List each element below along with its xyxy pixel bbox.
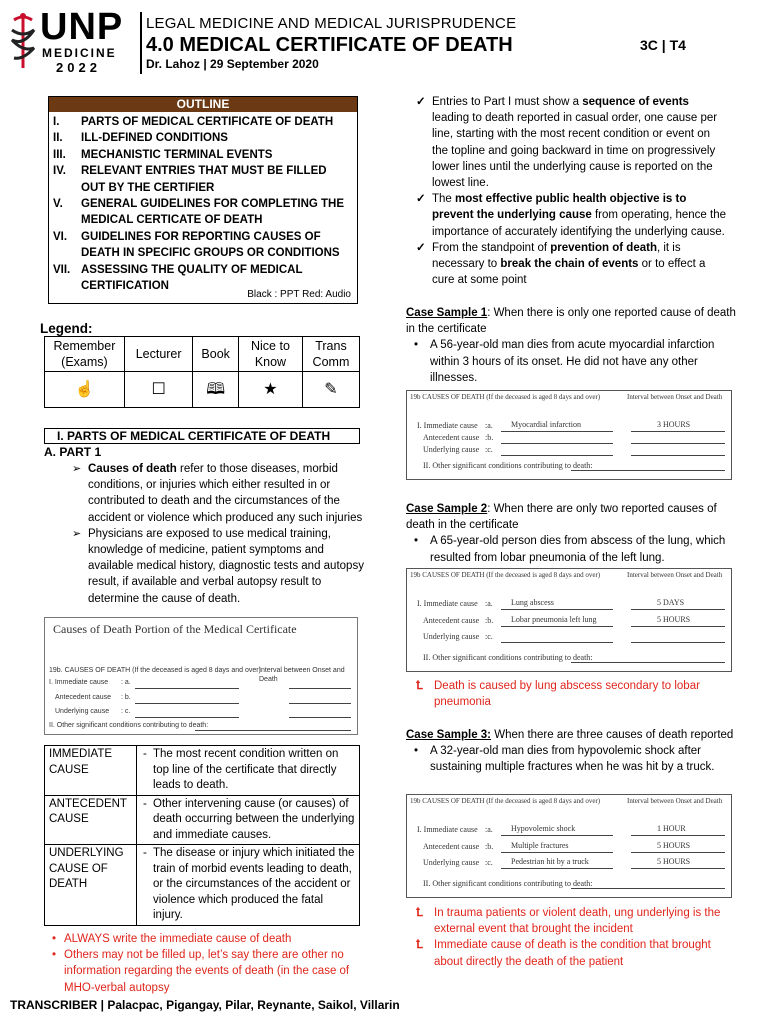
certificate-line bbox=[631, 642, 725, 643]
certificate-cause-entry: Pedestrian hit by a truck bbox=[511, 857, 589, 867]
definition-text: - Other intervening cause (or causes) of death occurring between the underlying and immediate causes. bbox=[137, 795, 360, 845]
certificate-line bbox=[631, 626, 725, 627]
certificate-line bbox=[289, 717, 351, 718]
section-code: 3C | T4 bbox=[640, 37, 686, 53]
outline-item: V. GENERAL GUIDELINES FOR COMPLETING THE MEDICAL CERTICATE OF DEATH bbox=[53, 198, 345, 227]
certificate-header-right: Interval between Onset and Death bbox=[627, 797, 723, 805]
check-item: ✓ Entries to Part I must show a sequence of events leading to death reported in casual order, one cause per line, starting with the most recent condition or event on the topline and going backward in time on progressively lower lines until the underlying cause is reported on the lowest line. bbox=[416, 94, 726, 191]
certificate-other-conditions: II. Other significant conditions contributing to death: bbox=[423, 461, 593, 470]
certificate-header-right: Interval between Onset and Death bbox=[627, 571, 723, 579]
audio-note: Ꝉ Immediate cause of death is the condition that brought about directly the death of the patient bbox=[406, 937, 736, 969]
outline-box bbox=[48, 96, 358, 304]
star-icon: ★ bbox=[239, 372, 303, 408]
definition-text: - The disease or injury which initiated the train of morbid events leading to death, or the circumstances of the accident or violence which produced the fatal injury. bbox=[137, 845, 360, 926]
square-icon: ☐ bbox=[124, 372, 192, 408]
case-description: • A 56-year-old man dies from acute myocardial infarction within 3 hours of its onset. He did not have any other illnesses. bbox=[412, 337, 736, 386]
certificate-line bbox=[571, 888, 725, 889]
certificate-row-marker: :c. bbox=[485, 445, 493, 454]
certificate-row-label: Antecedent cause bbox=[423, 433, 480, 442]
certificate-header-left: 19b CAUSES OF DEATH (If the deceased is aged 8 days and over) bbox=[410, 797, 601, 805]
part-heading: A. PART 1 bbox=[44, 445, 102, 459]
hand-point-icon: ☝ bbox=[45, 372, 125, 408]
logo-sub-text: MEDICINE bbox=[42, 46, 117, 60]
certificate-header-left: 19b. CAUSES OF DEATH (If the deceased is aged 8 days and over) bbox=[49, 667, 261, 674]
certificate-line bbox=[501, 626, 613, 627]
certificate-row-marker: :a. bbox=[485, 599, 493, 608]
case-sample-1 bbox=[406, 305, 736, 386]
certificate-row-marker: :b. bbox=[485, 841, 494, 851]
book-icon: 🕮 bbox=[193, 372, 239, 408]
certificate-row-label: Underlying cause bbox=[55, 708, 110, 715]
bullet-item: ➢ Physicians are exposed to use medical training, knowledge of medicine, patient symptoms and available medical history, diagnostic tests and autopsy result, if available and verbal autopsy result to determine the cause of death. bbox=[72, 526, 364, 607]
certificate-row-label: Underlying cause bbox=[423, 858, 480, 868]
certificate-header-left: 19b CAUSES OF DEATH (If the deceased is aged 8 days and over) bbox=[410, 571, 601, 579]
certificate-line bbox=[631, 852, 725, 853]
definition-term: UNDERLYING CAUSE OF DEATH bbox=[45, 845, 137, 926]
outline-item: VII. ASSESSING THE QUALITY OF MEDICAL CERTIFICATION bbox=[53, 263, 303, 293]
part1-bullets bbox=[72, 461, 364, 607]
certificate-header-right: Interval between Onset and Death bbox=[259, 667, 345, 684]
certificate-line bbox=[631, 443, 725, 444]
certificate-interval-entry: 5 HOURS bbox=[657, 614, 691, 624]
certificate-row-label: Antecedent cause bbox=[55, 694, 112, 701]
page-title: 4.0 MEDICAL CERTIFICATE OF DEATH bbox=[146, 34, 513, 56]
certificate-line bbox=[501, 443, 613, 444]
certificate-interval-entry: 5 DAYS bbox=[657, 598, 685, 607]
certificate-line bbox=[631, 835, 725, 836]
certificate-other-conditions: II. Other significant conditions contributing to death: bbox=[423, 653, 593, 662]
outline-footnote: Black : PPT Red: Audio bbox=[247, 289, 351, 300]
certificate-line bbox=[631, 609, 725, 610]
certificate-row-marker: : c. bbox=[121, 708, 131, 715]
transcriber-footer: TRANSCRIBER | Palacpac, Pigangay, Pilar, Reynante, Saikol, Villarin bbox=[10, 998, 400, 1012]
certificate-row-label: I. Immediate cause bbox=[417, 599, 478, 608]
legend-header: Lecturer bbox=[124, 337, 192, 372]
outline-item: III. MECHANISTIC TERMINAL EVENTS bbox=[53, 148, 273, 161]
outline-item: II. ILL-DEFINED CONDITIONS bbox=[53, 132, 228, 145]
certificate-header-right: Interval between Onset and Death bbox=[627, 393, 723, 401]
certificate-row-label: I. Immediate cause bbox=[417, 421, 478, 430]
outline-item: IV. RELEVANT ENTRIES THAT MUST BE FILLED OUT BY THE CERTIFIER bbox=[53, 165, 327, 194]
certificate-row-marker: : b. bbox=[121, 694, 131, 701]
header bbox=[0, 0, 768, 80]
certificate-line bbox=[289, 703, 351, 704]
case2-notes bbox=[406, 678, 736, 710]
certificate-figure bbox=[44, 617, 358, 735]
case-description: • A 65-year-old person dies from abscess of the lung, which resulted from lobar pneumonia of the left lung. bbox=[412, 533, 736, 565]
certificate-title: Causes of Death Portion of the Medical Certificate bbox=[53, 622, 297, 636]
case-description: • A 32-year-old man dies from hypovolemic shock after sustaining multiple fractures when he was hit by a truck. bbox=[412, 743, 736, 775]
table-row bbox=[45, 746, 360, 796]
lecturer-date: Dr. Lahoz | 29 September 2020 bbox=[146, 57, 319, 71]
outline-item: I. PARTS OF MEDICAL CERTIFICATE OF DEATH bbox=[53, 116, 334, 128]
certificate-interval-entry: 5 HOURS bbox=[657, 857, 691, 867]
certificate-interval-entry: 1 HOUR bbox=[657, 824, 686, 833]
definition-term: ANTECEDENT CAUSE bbox=[45, 795, 137, 845]
case3-notes bbox=[406, 905, 736, 970]
certificate-line bbox=[289, 688, 351, 689]
legend-header: Remember (Exams) bbox=[45, 337, 125, 372]
certificate-row-marker: :a. bbox=[485, 421, 493, 430]
logo-main-text: UNP bbox=[40, 6, 124, 48]
certificate-line bbox=[501, 835, 613, 836]
definitions-table bbox=[44, 745, 360, 926]
certificate-line bbox=[631, 431, 725, 432]
legend-header: Nice to Know bbox=[239, 337, 303, 372]
certificate-header-left: 19b CAUSES OF DEATH (If the deceased is aged 8 days and over) bbox=[410, 393, 601, 401]
certificate-line bbox=[631, 455, 725, 456]
audio-note: • Others may not be filled up, let’s say there are other no information regarding the events of death (in the case of MHO-verbal autopsy bbox=[52, 947, 364, 996]
certificate-row-marker: :c. bbox=[485, 632, 493, 642]
certificate-line bbox=[571, 470, 725, 471]
certificate-cause-entry: Lobar pneumonia left lung bbox=[511, 614, 597, 624]
certificate-line bbox=[135, 703, 239, 704]
case-heading: Case Sample 1: When there is only one reported cause of death in the certificate bbox=[406, 307, 736, 336]
course-title: LEGAL MEDICINE AND MEDICAL JURISPRUDENCE bbox=[146, 15, 517, 32]
case-sample-2 bbox=[406, 501, 736, 566]
certificate-interval-entry: 5 HOURS bbox=[657, 840, 691, 850]
legend-header: Book bbox=[193, 337, 239, 372]
case-sample-3 bbox=[406, 727, 736, 776]
certificate-other-conditions: II. Other significant conditions contributing to death: bbox=[49, 722, 209, 729]
certificate-row-marker: : a. bbox=[121, 679, 131, 686]
unp-medicine-logo bbox=[6, 8, 134, 74]
certificate-row-label: Antecedent cause bbox=[423, 615, 480, 625]
legend-title: Legend: bbox=[40, 321, 93, 336]
caduceus-icon bbox=[6, 12, 40, 70]
certificate-line bbox=[501, 868, 613, 869]
certificate-cause-entry: Hypovolemic shock bbox=[511, 824, 576, 833]
certificate-row-label: Antecedent cause bbox=[423, 841, 480, 851]
outline-item: VI. GUIDELINES FOR REPORTING CAUSES OF DEATH IN SPECIFIC GROUPS OR CONDITIONS bbox=[53, 230, 340, 260]
certificate-line bbox=[571, 662, 725, 663]
certificate-row-marker: :b. bbox=[485, 615, 494, 625]
certificate-line bbox=[501, 609, 613, 610]
certificate-row-label: I. Immediate cause bbox=[49, 679, 109, 686]
certificate-line bbox=[631, 868, 725, 869]
case-heading: Case Sample 3: When there are three causes of death reported bbox=[406, 729, 734, 741]
certificate-cause-entry: Lung abscess bbox=[511, 598, 554, 607]
audio-note: • ALWAYS write the immediate cause of death bbox=[52, 931, 364, 947]
pencil-icon: ✎ bbox=[302, 372, 359, 408]
bullet-item: ➢ Causes of death refer to those diseases, morbid conditions, or injuries which either resulted in or contributed to death and the circumstances of the accident or violence which produced any such injuries bbox=[72, 461, 364, 526]
check-item: ✓ From the standpoint of prevention of death, it is necessary to break the chain of events or to effect a cure at some point bbox=[416, 240, 726, 289]
audio-note: Ꝉ In trauma patients or violent death, ung underlying is the external event that brought the incident bbox=[406, 905, 736, 937]
certificate-line bbox=[501, 642, 613, 643]
certificate-line bbox=[501, 431, 613, 432]
certificate-line bbox=[135, 717, 239, 718]
check-item: ✓ The most effective public health objective is to prevent the underlying cause from operating, hence the importance of accurately identifying the underlying cause. bbox=[416, 191, 726, 240]
legend-header: Trans Comm bbox=[302, 337, 359, 372]
outline-heading: OUTLINE bbox=[49, 97, 357, 112]
certificate-line bbox=[501, 455, 613, 456]
audio-note: Ꝉ Death is caused by lung abscess secondary to lobar pneumonia bbox=[406, 678, 736, 710]
case-certificate bbox=[406, 390, 732, 480]
outline-list bbox=[49, 112, 357, 294]
table-row bbox=[45, 795, 360, 845]
case-certificate bbox=[406, 568, 732, 672]
certificate-row-label: Underlying cause bbox=[423, 445, 480, 454]
certificate-interval-entry: 3 HOURS bbox=[657, 420, 691, 429]
case-heading: Case Sample 2: When there are only two reported causes of death in the certificate bbox=[406, 503, 717, 532]
section-heading: I. PARTS OF MEDICAL CERTIFICATE OF DEATH bbox=[44, 428, 360, 444]
certificate-row-marker: :b. bbox=[485, 433, 494, 442]
table-row bbox=[45, 845, 360, 926]
certificate-other-conditions: II. Other significant conditions contributing to death: bbox=[423, 879, 593, 888]
certificate-cause-entry: Myocardial infarction bbox=[511, 420, 581, 429]
certificate-row-marker: :c. bbox=[485, 858, 493, 868]
logo-year-text: 2022 bbox=[56, 60, 101, 75]
check-list bbox=[416, 94, 726, 288]
case-certificate bbox=[406, 794, 732, 898]
certificate-cause-entry: Multiple fractures bbox=[511, 840, 569, 850]
certificate-row-label: Underlying cause bbox=[423, 632, 480, 642]
audio-notes bbox=[52, 931, 364, 996]
header-divider bbox=[140, 12, 142, 74]
definition-term: IMMEDIATE CAUSE bbox=[45, 746, 137, 796]
legend-table bbox=[44, 336, 360, 408]
certificate-line bbox=[501, 852, 613, 853]
certificate-line bbox=[135, 688, 239, 689]
definition-text: - The most recent condition written on top line of the certificate that directly leads to death. bbox=[137, 746, 360, 796]
certificate-row-label: I. Immediate cause bbox=[417, 825, 478, 834]
certificate-line bbox=[195, 730, 351, 731]
certificate-row-marker: :a. bbox=[485, 825, 493, 834]
